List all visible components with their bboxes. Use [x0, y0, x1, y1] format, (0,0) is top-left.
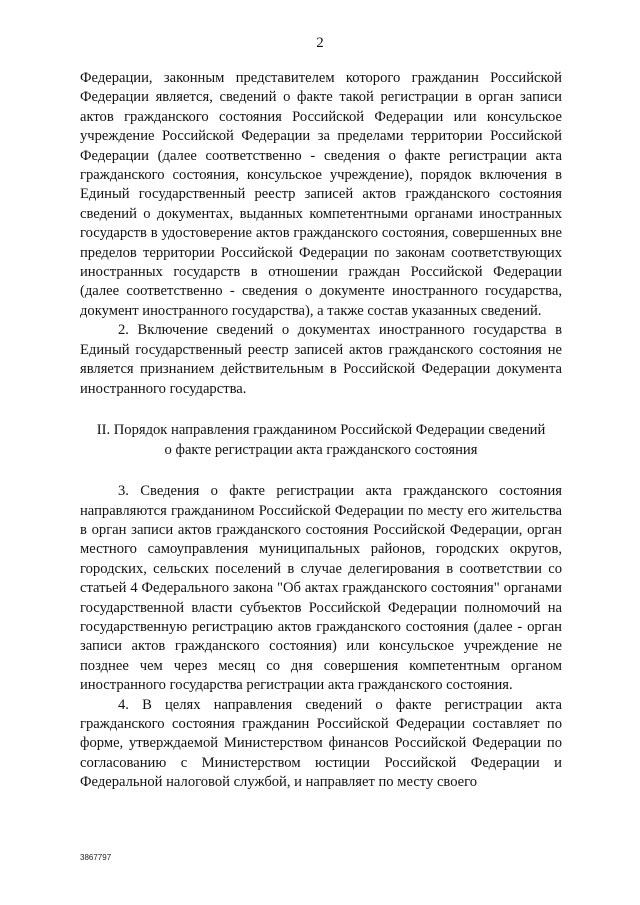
section-title: [80, 421, 562, 460]
document-body: [80, 69, 562, 793]
page-number: 2: [316, 35, 324, 51]
section-title-line-2: о факте регистрации акта гражданского состояния: [164, 441, 478, 458]
paragraph-3: 3. Сведения о факте регистрации акта гражданского состояния направляются гражданином Российской Федерации по месту его жительства в орган записи актов гражданского состояния Российской Федерации, орган местного самоуправления муниципальных районов, городских округов, городских, сельских поселений в случае делегирования в соответствии со статьей 4 Федерального закона "Об актах гражданского состояния" органами государственной власти субъектов Российской Федерации полномочий на государственную регистрацию актов гражданского состояния (далее - орган записи актов гражданского состояния) или консульское учреждение не позднее чем через месяц со дня совершения компетентным органом иностранного государства регистрации акта гражданского состояния.: [80, 483, 562, 694]
document-footer-code: 3867797: [80, 853, 112, 862]
section-spacer: [80, 460, 562, 482]
section-title-line-1: II. Порядок направления гражданином Российской Федерации сведений: [96, 421, 546, 438]
paragraph-2: 2. Включение сведений о документах иностранного государства в Единый государственный реестр записей актов гражданского состояния не является признанием действительным в Российской Федерации документа иностранного государства.: [80, 322, 562, 397]
paragraph-continuation: Федерации, законным представителем которого гражданин Российской Федерации является, сведений о факте такой регистрации в орган записи актов гражданского состояния Российской Федерации или консульское учреждение Российской Федерации за пределами территории Российской Федерации (далее соответственно - сведения о факте регистрации акта гражданского состояния, консульское учреждение), порядок включения в Единый государственный реестр записей актов гражданского состояния сведений о документах, выданных компетентными органами иностранных государств в удостоверение актов гражданского состояния, совершенных вне пределов территории Российской Федерации по законам соответствующих иностранных государств в отношении граждан Российской Федерации (далее соответственно - сведения о документе иностранного государства, документ иностранного государства), а также состав указанных сведений.: [80, 70, 562, 319]
paragraph-4: 4. В целях направления сведений о факте регистрации акта гражданского состояния гражданин Российской Федерации составляет по форме, утверждаемой Министерством финансов Российской Федерации по согласованию с Министерством юстиции Российской Федерации и Федеральной налоговой службой, и направляет по месту своего: [80, 696, 562, 791]
